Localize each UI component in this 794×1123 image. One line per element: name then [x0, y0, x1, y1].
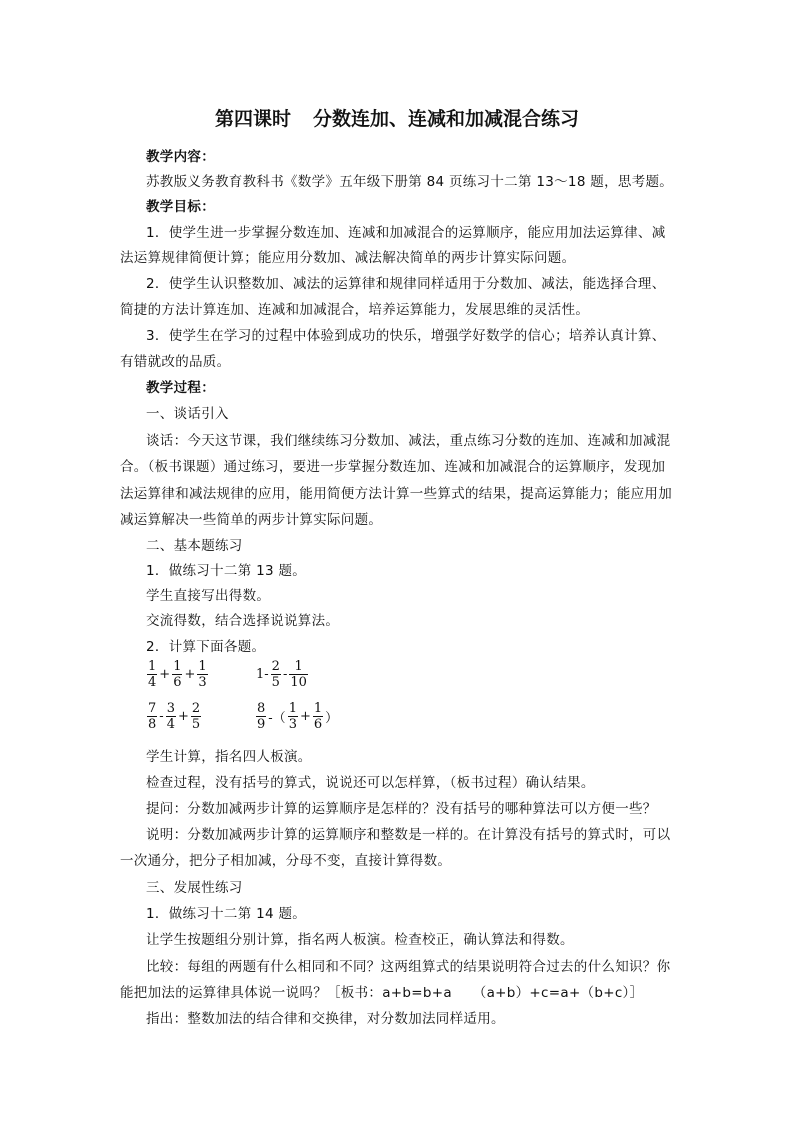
expression-4: $\frac{8}{9}$ -（ $\frac{1}{3}$ + $\frac{1}{6}$ ） [257, 701, 339, 732]
compare-line-2: 能把加法的运算律具体说一说吗？［板书：a+b=b+a （a+b）+c=a+（b+c）］ [120, 985, 644, 1001]
fraction: $\frac{7}{8}$ [148, 701, 157, 732]
fraction: $\frac{1}{10}$ [290, 659, 307, 690]
item-2-c: 提问：分数加减两步计算的运算顺序是怎样的？没有括号的哪种算法可以方便一些？ [146, 801, 657, 817]
item-3-a: 让学生按题组分别计算，指名两人板演。检查校正，确认算法和得数。 [146, 932, 574, 948]
goal-3-line-2: 有错就改的品质。 [120, 354, 231, 370]
goal-2-line-1: 2．使学生认识整数加、减法的运算律和规律同样适用于分数加、减法，能选择合理、 [146, 276, 666, 292]
item-1-b: 交流得数，结合选择说说算法。 [146, 613, 340, 629]
fraction: $\frac{1}{4}$ [148, 659, 157, 690]
item-2-b: 检查过程，没有括号的算式，说说还可以怎样算，（板书过程）确认结果。 [146, 775, 595, 791]
teaching-goals-heading: 教学目标： [146, 199, 215, 215]
title-lesson: 第四课时 [214, 108, 291, 130]
fraction: $\frac{3}{4}$ [166, 701, 175, 732]
talk-line-4: 减运算解决一些简单的两步计算实际问题。 [120, 512, 383, 528]
talk-line-2: 合。（板书课题）通过练习，要进一步掌握分数连加、连减和加减混合的运算顺序，发现加 [120, 459, 666, 475]
goal-3-line-1: 3．使学生在学习的过程中体验到成功的快乐，增强学好数学的信心；培养认真计算、 [146, 328, 666, 344]
compare-line-1: 比较：每组的两题有什么相同和不同？这两组算式的结果说明符合过去的什么知识？你 [146, 959, 671, 975]
point-out: 指出：整数加法的结合律和交换律，对分数加法同样适用。 [146, 1011, 505, 1027]
teaching-content-heading: 教学内容： [146, 149, 215, 165]
item-2: 2．计算下面各题。 [146, 639, 266, 655]
explain-line-2: 一次通分，把分子相加减，分母不变，直接计算得数。 [120, 853, 452, 869]
expression-2: 1- $\frac{2}{5}$ - $\frac{1}{10}$ [256, 659, 307, 690]
talk-line-3: 法运算律和减法规律的应用，能用简便方法计算一些算式的结果，提高运算能力；能应用加 [120, 486, 672, 502]
title-topic: 分数连加、连减和加减混合练习 [313, 108, 580, 130]
talk-line-1: 谈话：今天这节课，我们继续练习分数加、减法，重点练习分数的连加、连减和加减混 [146, 433, 671, 449]
teaching-content-text: 苏教版义务教育教科书《数学》五年级下册第 84 页练习十二第 13～18 题，思考题。 [146, 174, 674, 190]
goal-2-line-2: 简捷的方法计算连加、连减和加减混合，培养运算能力，发展思维的灵活性。 [120, 302, 590, 318]
expression-1: $\frac{1}{4}$ + $\frac{1}{6}$ + $\frac{1}{3}$ [148, 659, 207, 690]
fraction: $\frac{1}{6}$ [313, 701, 323, 732]
item-1-a: 学生直接写出得数。 [146, 588, 271, 604]
fraction: $\frac{1}{6}$ [173, 659, 182, 690]
item-2-a: 学生计算，指名四人板演。 [146, 749, 312, 765]
section-3-heading: 三、发展性练习 [146, 880, 243, 896]
fraction: $\frac{8}{9}$ [257, 701, 266, 732]
item-3: 1．做练习十二第 14 题。 [146, 906, 307, 922]
goal-1-line-2: 法运算规律简便计算；能应用分数加、减法解决简单的两步计算实际问题。 [120, 250, 576, 266]
fraction: $\frac{2}{5}$ [191, 701, 201, 732]
fraction: $\frac{2}{5}$ [271, 659, 280, 690]
explain-line-1: 说明：分数加减两步计算的运算顺序和整数是一样的。在计算没有括号的算式时，可以 [146, 827, 671, 843]
section-2-heading: 二、基本题练习 [146, 538, 243, 554]
goal-1-line-1: 1．使学生进一步掌握分数连加、连减和加减混合的运算顺序，能应用加法运算律、减 [146, 225, 666, 241]
process-heading: 教学过程： [146, 380, 215, 396]
page-title [0, 104, 794, 131]
fraction: $\frac{1}{3}$ [198, 659, 207, 690]
fraction: $\frac{1}{3}$ [288, 701, 297, 732]
section-1-heading: 一、谈话引入 [146, 406, 229, 422]
expression-3: $\frac{7}{8}$ - $\frac{3}{4}$ + $\frac{2}{5}$ [148, 701, 201, 732]
item-1: 1．做练习十二第 13 题。 [146, 563, 307, 579]
